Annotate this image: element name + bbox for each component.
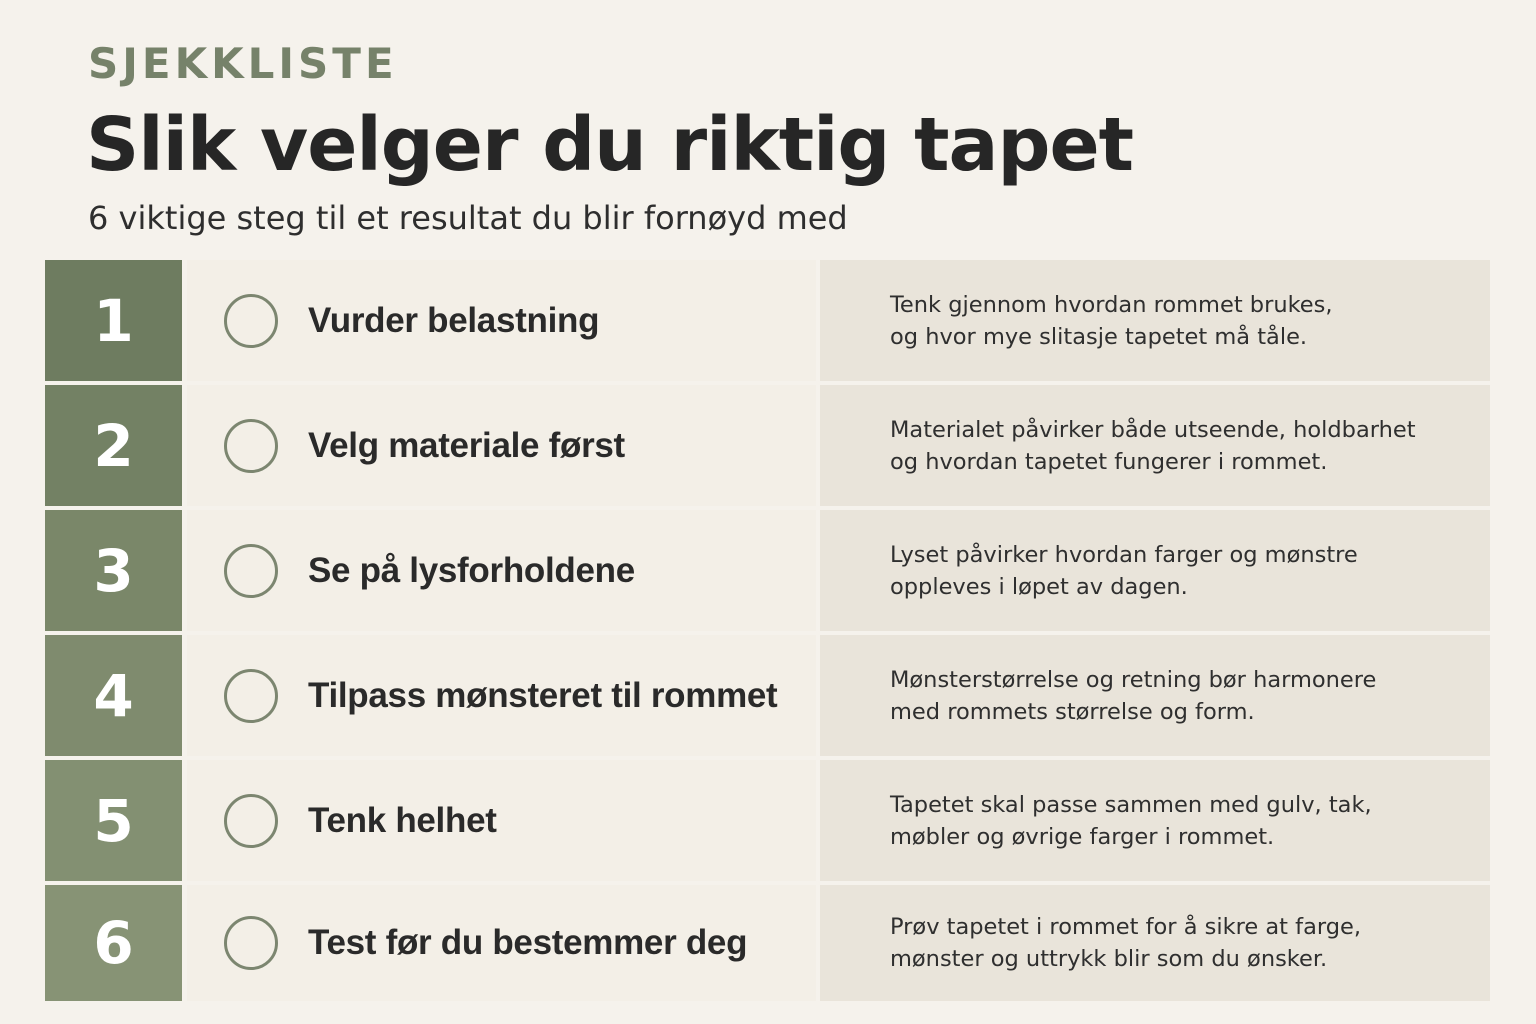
step-title: Se på lysforholdene [308, 550, 635, 590]
step-description-cell [820, 760, 1490, 881]
step-title: Vurder belastning [308, 300, 600, 340]
step-main [187, 885, 816, 1001]
step-description: Tenk gjennom hvordan rommet brukes, og hvor mye slitasje tapetet må tåle. [890, 291, 1333, 350]
page-title: Slik velger du riktig tapet [86, 102, 1134, 188]
checkbox-circle-icon[interactable] [224, 669, 278, 723]
step-description-cell [820, 260, 1490, 381]
checklist-row-6 [45, 885, 1490, 1001]
step-description: Prøv tapetet i rommet for å sikre at farge, mønster og uttrykk blir som du ønsker. [890, 914, 1361, 972]
checklist-row-2 [45, 385, 1490, 506]
checklist-row-5 [45, 760, 1490, 881]
page-subtitle: 6 viktige steg til et resultat du blir fornøyd med [88, 199, 848, 237]
eyebrow-label: SJEKKLISTE [88, 39, 398, 88]
step-main [187, 635, 816, 756]
checkbox-circle-icon[interactable] [224, 794, 278, 848]
checklist-row-1 [45, 260, 1490, 381]
checklist-row-4 [45, 635, 1490, 756]
step-title: Tenk helhet [308, 800, 497, 840]
step-description: Mønsterstørrelse og retning bør harmonere med rommets størrelse og form. [890, 666, 1377, 725]
step-title: Tilpass mønsteret til rommet [308, 675, 778, 715]
step-title: Test før du bestemmer deg [308, 923, 748, 962]
checklist [45, 260, 1490, 1001]
step-main [187, 510, 816, 631]
step-number: 3 [45, 510, 182, 631]
step-number: 5 [45, 760, 182, 881]
checkbox-circle-icon[interactable] [224, 916, 278, 970]
step-number: 2 [45, 385, 182, 506]
step-description: Tapetet skal passe sammen med gulv, tak, møbler og øvrige farger i rommet. [890, 791, 1372, 850]
step-number: 6 [45, 885, 182, 1001]
step-description-cell [820, 635, 1490, 756]
checkbox-circle-icon[interactable] [224, 544, 278, 598]
step-description-cell [820, 885, 1490, 1001]
step-description: Materialet påvirker både utseende, holdbarhet og hvordan tapetet fungerer i rommet. [890, 416, 1416, 475]
checkbox-circle-icon[interactable] [224, 419, 278, 473]
step-number: 1 [45, 260, 182, 381]
step-description-cell [820, 510, 1490, 631]
step-main [187, 760, 816, 881]
step-title: Velg materiale først [308, 425, 625, 465]
checklist-row-3 [45, 510, 1490, 631]
step-description: Lyset påvirker hvordan farger og mønstre oppleves i løpet av dagen. [890, 541, 1358, 600]
step-main [187, 260, 816, 381]
checkbox-circle-icon[interactable] [224, 294, 278, 348]
step-description-cell [820, 385, 1490, 506]
step-number: 4 [45, 635, 182, 756]
step-main [187, 385, 816, 506]
